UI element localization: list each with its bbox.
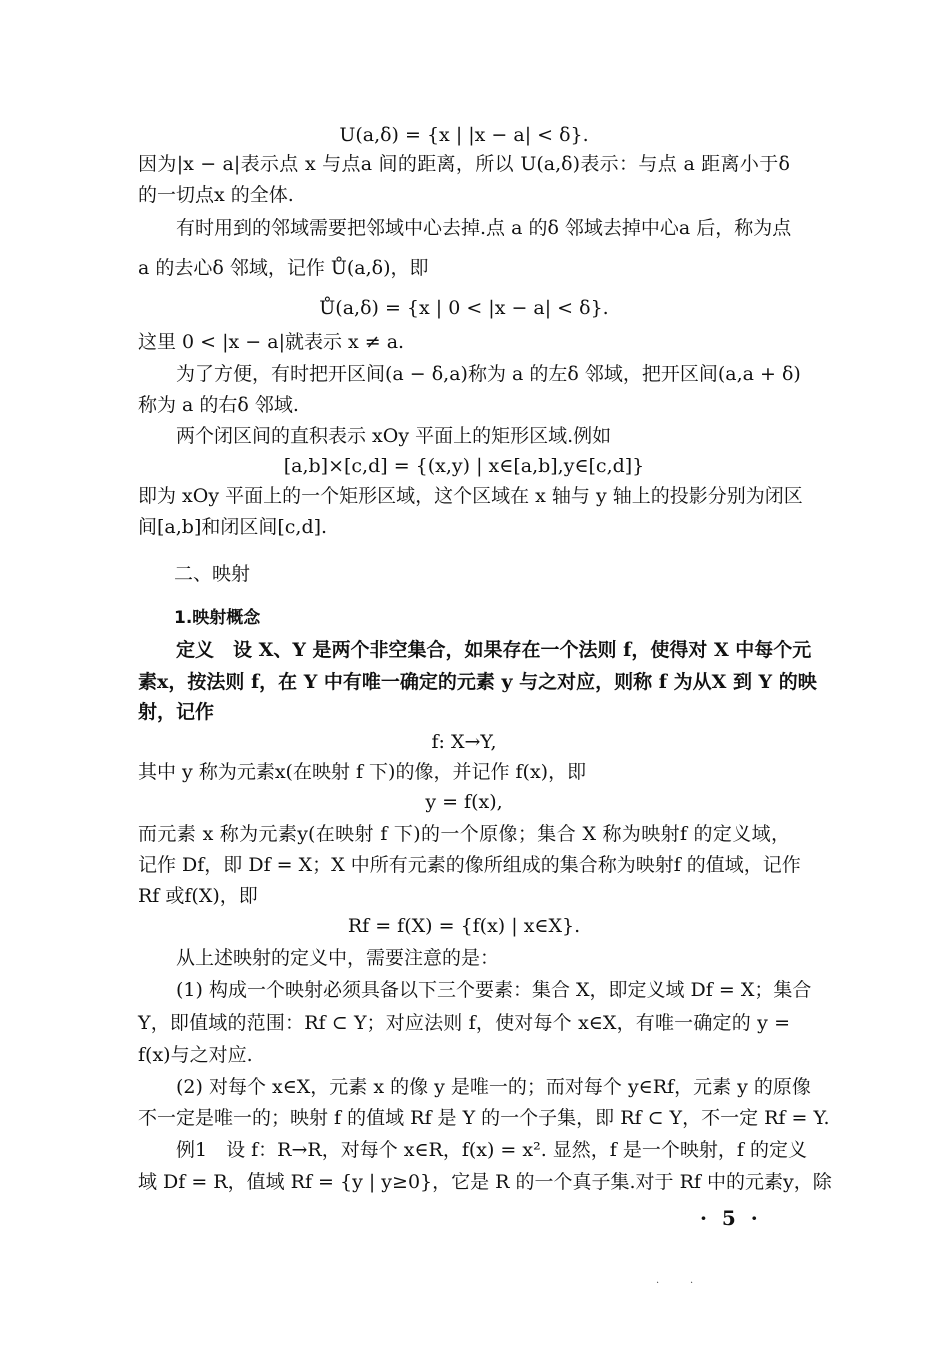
text-line: 称为 a 的右δ 邻域.: [138, 394, 299, 416]
definition-line: 射，记作: [138, 701, 215, 723]
section-heading: 二、映射: [174, 563, 251, 585]
text-line: 的一切点x 的全体.: [138, 184, 294, 206]
text-line: (1) 构成一个映射必须具备以下三个要素：集合 X，即定义域 Df = X；集合: [176, 979, 812, 1001]
formula-product: [a,b]×[c,d] = {(x,y) | x∈[a,b],y∈[c,d]}: [283, 455, 645, 477]
text-line: 即为 xOy 平面上的一个矩形区域，这个区域在 x 轴与 y 轴上的投影分别为闭区: [138, 485, 803, 507]
formula-neighborhood: U(a,δ) = {x | |x − a| < δ}.: [339, 124, 589, 146]
subsection-heading: 1.映射概念: [174, 608, 261, 628]
text-line: a 的去心δ 邻域，记作 Ů(a,δ)，即: [138, 257, 429, 279]
text-line: Y，即值域的范围：Rf ⊂ Y；对应法则 f，使对每个 x∈X，有唯一确定的 y =: [138, 1012, 790, 1034]
text-line: (2) 对每个 x∈X，元素 x 的像 y 是唯一的；而对每个 y∈Rf，元素 y 的原像: [176, 1076, 811, 1098]
scan-speck: ·: [690, 1278, 694, 1289]
example-line: 例1 设 f：R→R，对每个 x∈R，f(x) = x². 显然，f 是一个映射，f 的定义: [176, 1139, 807, 1161]
formula-mapping: f: X→Y,: [431, 731, 497, 753]
definition-line: 素x，按法则 f，在 Y 中有唯一确定的元素 y 与之对应，则称 f 为从X 到 Y 的映: [138, 671, 817, 693]
text-line: 其中 y 称为元素x(在映射 f 下)的像，并记作 f(x)，即: [138, 761, 587, 783]
definition-line: 定义 设 X、Y 是两个非空集合，如果存在一个法则 f，使得对 X 中每个元: [176, 639, 812, 661]
text-line: 有时用到的邻域需要把邻域中心去掉.点 a 的δ 邻域去掉中心a 后，称为点: [176, 217, 792, 239]
text-line: Rf 或f(X)，即: [138, 885, 258, 907]
text-line: f(x)与之对应.: [138, 1044, 253, 1066]
formula-deleted-neighborhood: Ů(a,δ) = {x | 0 < |x − a| < δ}.: [319, 297, 609, 319]
formula-range: Rf = f(X) = {f(x) | x∈X}.: [347, 915, 581, 937]
text-line: 而元素 x 称为元素y(在映射 f 下)的一个原像；集合 X 称为映射f 的定义域，: [138, 823, 790, 845]
page-number: · 5 ·: [700, 1206, 762, 1230]
text-line: 两个闭区间的直积表示 xOy 平面上的矩形区域.例如: [176, 425, 612, 447]
text-line: 不一定是唯一的；映射 f 的值域 Rf 是 Y 的一个子集，即 Rf ⊂ Y，不一定 Rf = Y.: [138, 1107, 830, 1129]
text-line: 因为|x − a|表示点 x 与点a 间的距离，所以 U(a,δ)表示：与点 a 距离小于δ: [138, 153, 790, 175]
text-line: 从上述映射的定义中，需要注意的是：: [176, 947, 500, 969]
scan-speck: ·: [656, 1278, 660, 1289]
text-line: 这里 0 < |x − a|就表示 x ≠ a.: [138, 331, 405, 353]
text-line: 记作 Df，即 Df = X；X 中所有元素的像所组成的集合称为映射f 的值域，记作: [138, 854, 801, 876]
text-line: 为了方便，有时把开区间(a − δ,a)称为 a 的左δ 邻域，把开区间(a,a + δ): [176, 363, 801, 385]
example-line: 域 Df = R，值域 Rf = {y | y≥0}，它是 R 的一个真子集.对于 Rf 中的元素y，除: [138, 1171, 832, 1193]
text-line: 间[a,b]和闭区间[c,d].: [138, 516, 328, 538]
formula-image: y = f(x),: [425, 791, 503, 813]
